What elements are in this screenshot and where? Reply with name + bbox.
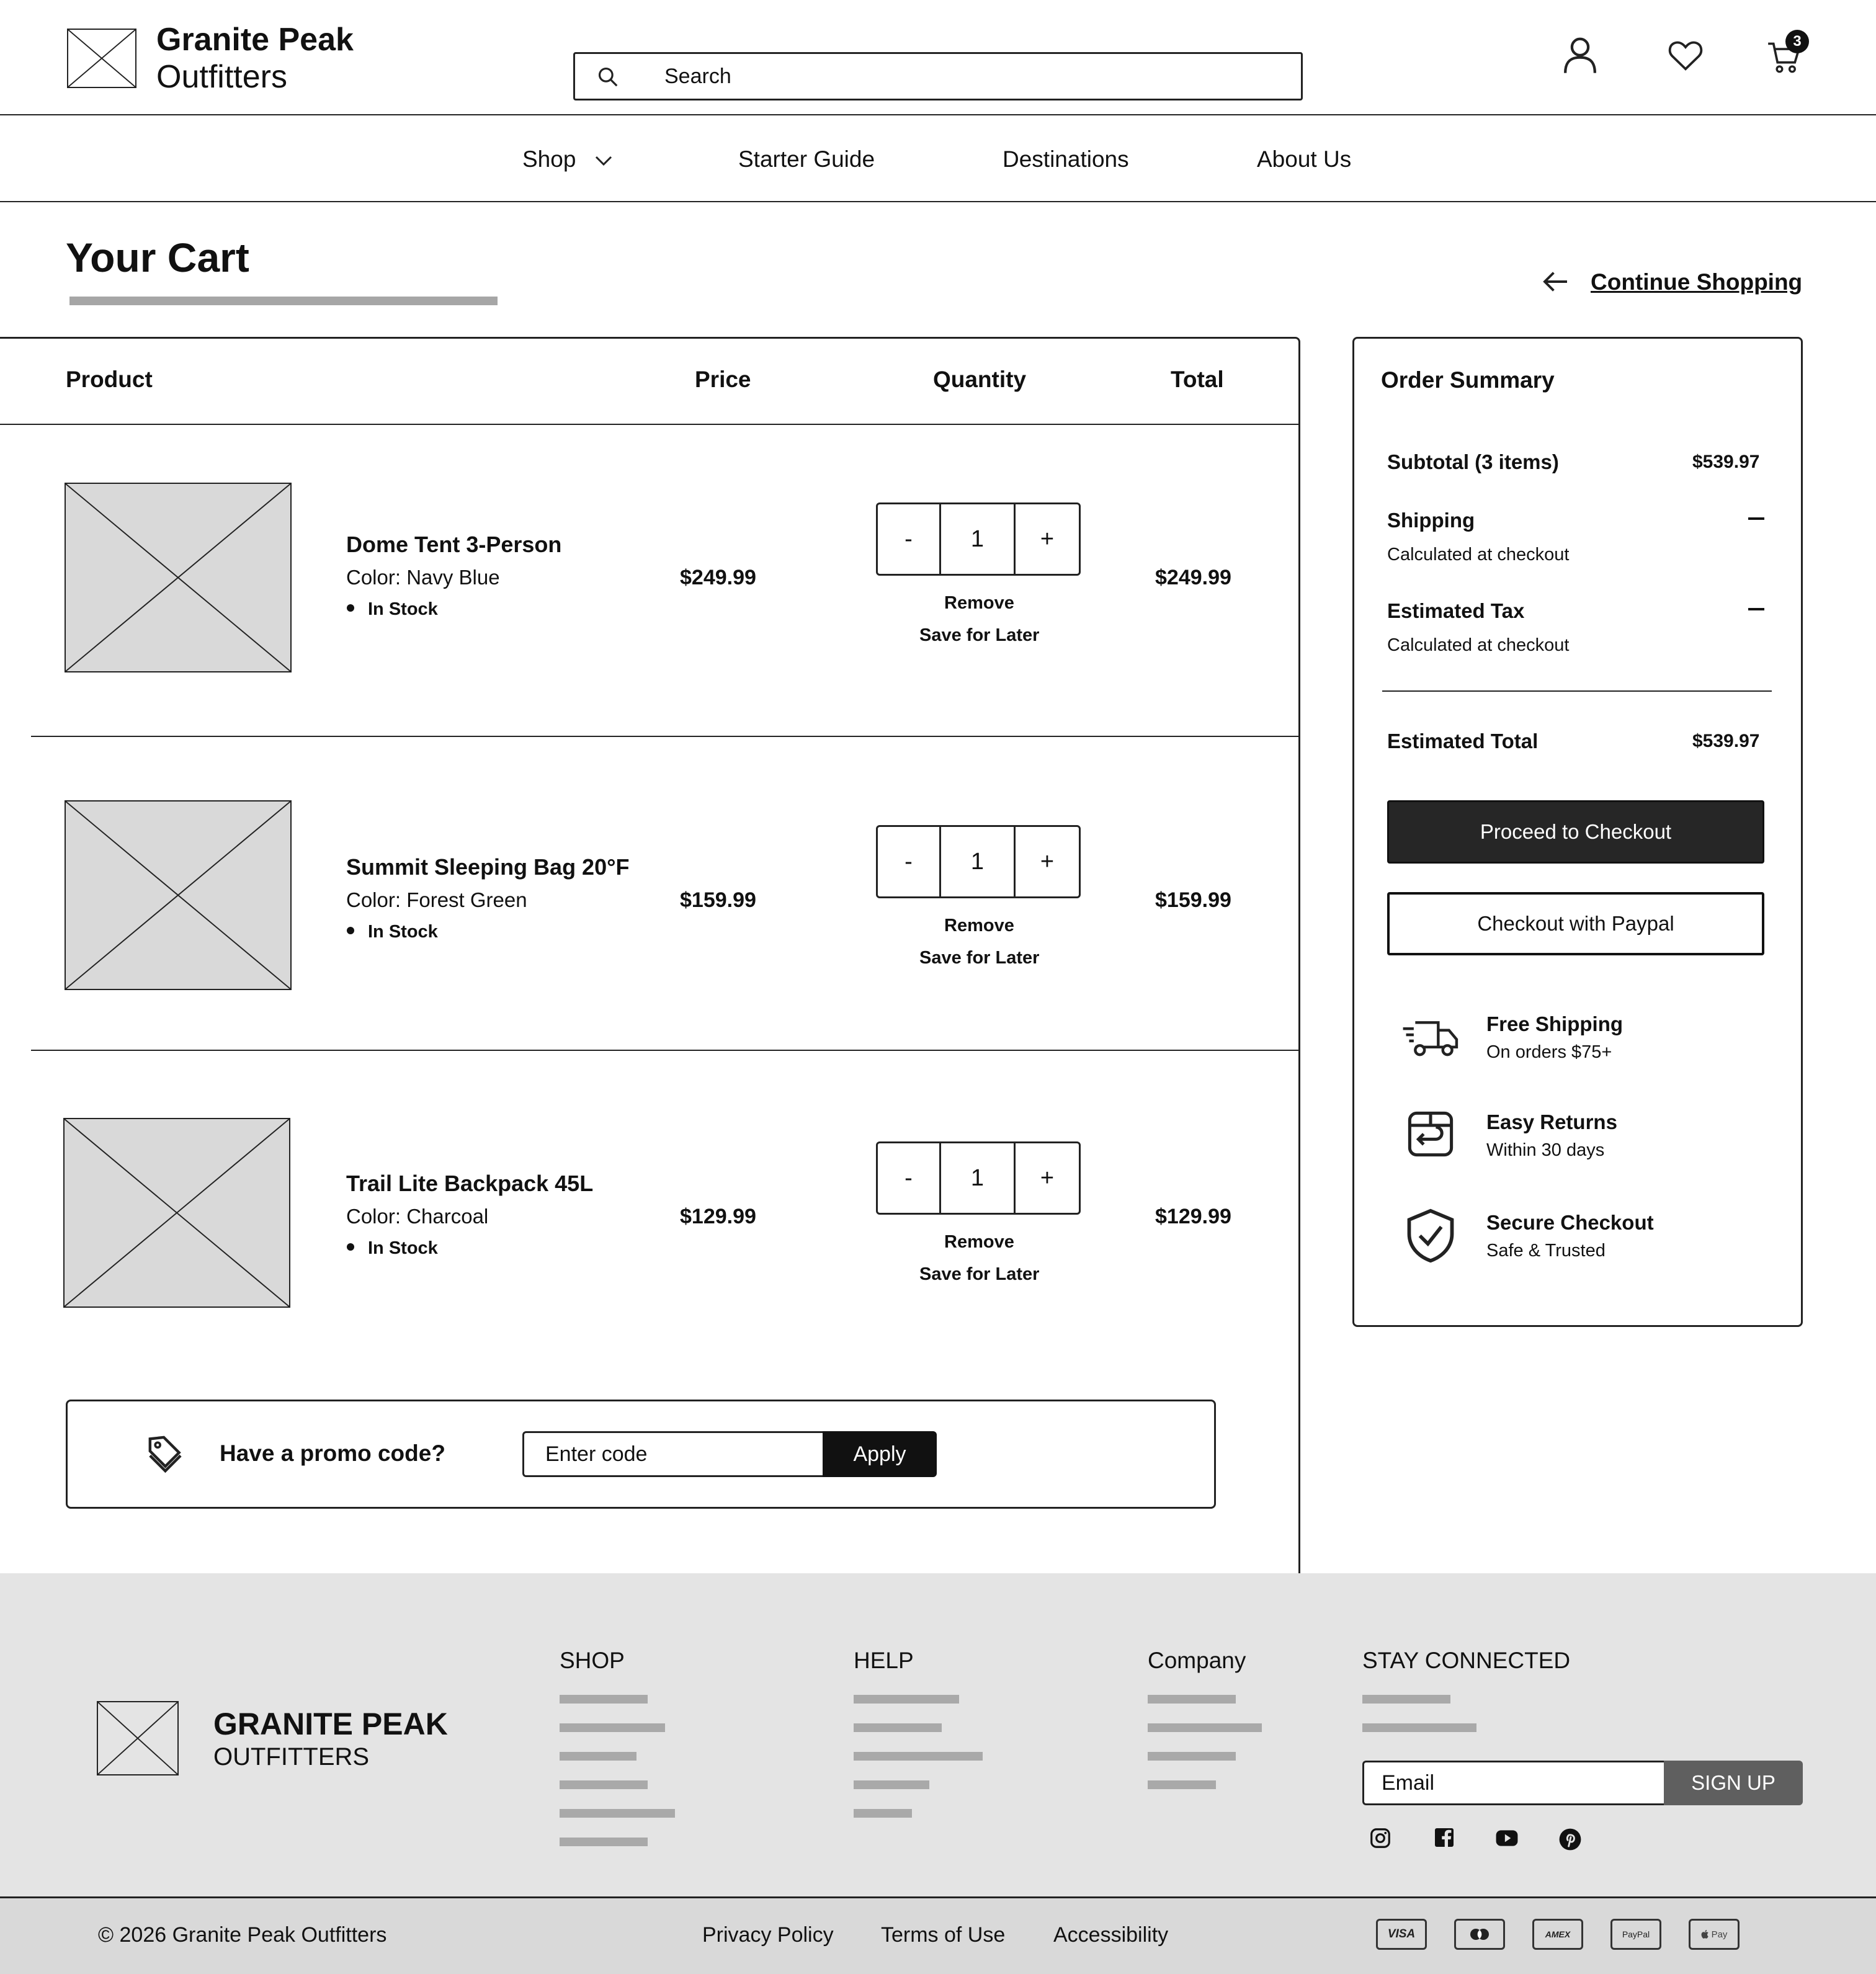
line-total: $129.99 bbox=[1155, 1205, 1231, 1228]
footer-link-placeholder[interactable] bbox=[560, 1752, 636, 1761]
pinterest-icon[interactable] bbox=[1558, 1828, 1582, 1851]
product-name[interactable]: Trail Lite Backpack 45L bbox=[346, 1171, 594, 1196]
unit-price: $159.99 bbox=[680, 888, 756, 912]
account-icon[interactable] bbox=[1562, 36, 1598, 74]
apple-pay-label: Pay bbox=[1711, 1929, 1728, 1940]
truck-icon bbox=[1400, 1015, 1462, 1061]
nav-divider bbox=[0, 201, 1876, 202]
footer-logo[interactable] bbox=[97, 1701, 179, 1775]
quantity-value[interactable]: 1 bbox=[941, 827, 1016, 896]
stock-status: In Stock bbox=[368, 1238, 438, 1258]
quantity-stepper[interactable] bbox=[876, 502, 1081, 576]
promo-label: Have a promo code? bbox=[220, 1440, 445, 1466]
brand-subtitle: Outfitters bbox=[156, 59, 287, 95]
subtotal-value: $539.97 bbox=[1692, 452, 1760, 472]
search-icon bbox=[596, 65, 620, 89]
nav-destinations[interactable]: Destinations bbox=[1003, 146, 1129, 172]
page-title: Your Cart bbox=[66, 234, 249, 280]
stock-status: In Stock bbox=[368, 599, 438, 619]
tag-icon bbox=[145, 1434, 182, 1474]
save-for-later-link[interactable]: Save for Later bbox=[919, 1264, 1040, 1284]
chevron-down-icon[interactable] bbox=[594, 154, 613, 167]
summary-divider bbox=[1382, 690, 1772, 692]
product-color: Color: Navy Blue bbox=[346, 566, 500, 589]
youtube-icon[interactable] bbox=[1495, 1829, 1519, 1847]
promo-code-input[interactable] bbox=[522, 1431, 823, 1477]
shield-check-icon bbox=[1403, 1207, 1458, 1264]
nav-about-us[interactable]: About Us bbox=[1257, 146, 1352, 172]
footer-col-stay-connected: STAY CONNECTED bbox=[1362, 1648, 1571, 1673]
estimated-total-label: Estimated Total bbox=[1387, 730, 1539, 753]
product-image[interactable] bbox=[63, 1118, 290, 1308]
unit-price: $129.99 bbox=[680, 1205, 756, 1228]
terms-of-use-link[interactable]: Terms of Use bbox=[881, 1923, 1006, 1947]
feature-subtitle: Within 30 days bbox=[1486, 1140, 1605, 1160]
stock-dot-icon bbox=[347, 1243, 354, 1251]
feature-title: Secure Checkout bbox=[1486, 1211, 1654, 1234]
remove-link[interactable]: Remove bbox=[944, 593, 1014, 613]
line-total: $249.99 bbox=[1155, 566, 1231, 589]
continue-shopping-link[interactable]: Continue Shopping bbox=[1591, 269, 1803, 295]
stock-dot-icon bbox=[347, 927, 354, 934]
cart-count-badge bbox=[1785, 30, 1809, 53]
footer-col-company: Company bbox=[1148, 1648, 1246, 1673]
tax-label: Estimated Tax bbox=[1387, 599, 1525, 622]
product-color: Color: Forest Green bbox=[346, 888, 527, 911]
footer-link-placeholder[interactable] bbox=[1148, 1695, 1236, 1704]
footer-link-placeholder[interactable] bbox=[560, 1695, 648, 1704]
stock-status: In Stock bbox=[368, 922, 438, 942]
footer-link-placeholder[interactable] bbox=[854, 1695, 959, 1704]
quantity-decrease-button[interactable]: - bbox=[878, 504, 941, 574]
feature-title: Free Shipping bbox=[1486, 1012, 1624, 1035]
instagram-icon[interactable] bbox=[1369, 1826, 1392, 1850]
nav-shop[interactable]: Shop bbox=[522, 146, 576, 172]
line-total: $159.99 bbox=[1155, 888, 1231, 912]
row-divider bbox=[31, 736, 1300, 737]
newsletter-email-input[interactable] bbox=[1362, 1761, 1664, 1805]
quantity-stepper[interactable] bbox=[876, 825, 1081, 898]
unit-price: $249.99 bbox=[680, 566, 756, 589]
amex-label: AMEX bbox=[1545, 1929, 1571, 1939]
footer-text-placeholder bbox=[1362, 1695, 1450, 1704]
feature-subtitle: On orders $75+ bbox=[1486, 1042, 1612, 1062]
footer-col-help: HELP bbox=[854, 1648, 914, 1673]
quantity-value[interactable]: 1 bbox=[941, 1143, 1016, 1213]
amex-icon bbox=[1532, 1919, 1583, 1950]
wishlist-heart-icon[interactable] bbox=[1668, 40, 1704, 72]
footer-brand-name: GRANITE PEAK bbox=[213, 1707, 448, 1741]
paypal-icon bbox=[1610, 1919, 1661, 1950]
search-input[interactable] bbox=[664, 60, 1272, 92]
product-name[interactable]: Summit Sleeping Bag 20°F bbox=[346, 854, 630, 880]
return-box-icon bbox=[1405, 1108, 1457, 1160]
footer-link-placeholder[interactable] bbox=[560, 1838, 648, 1846]
quantity-increase-button[interactable]: + bbox=[1040, 1164, 1055, 1191]
column-header-price: Price bbox=[695, 367, 751, 392]
privacy-policy-link[interactable]: Privacy Policy bbox=[702, 1923, 834, 1947]
proceed-to-checkout-button[interactable]: Proceed to Checkout bbox=[1387, 800, 1764, 864]
order-summary-title: Order Summary bbox=[1381, 367, 1555, 393]
remove-link[interactable]: Remove bbox=[944, 916, 1014, 936]
footer-link-placeholder[interactable] bbox=[1148, 1780, 1216, 1789]
footer-link-placeholder[interactable] bbox=[560, 1809, 675, 1818]
quantity-increase-button[interactable]: + bbox=[1040, 525, 1055, 552]
quantity-value[interactable]: 1 bbox=[941, 504, 1016, 574]
footer-link-placeholder[interactable] bbox=[560, 1780, 648, 1789]
logo[interactable] bbox=[67, 29, 136, 88]
tax-note: Calculated at checkout bbox=[1387, 635, 1570, 655]
stock-dot-icon bbox=[347, 604, 354, 612]
quantity-increase-button[interactable]: + bbox=[1040, 848, 1055, 875]
title-underline bbox=[69, 297, 498, 305]
footer-link-placeholder[interactable] bbox=[560, 1723, 665, 1732]
nav-starter-guide[interactable]: Starter Guide bbox=[738, 146, 875, 172]
footer-link-placeholder[interactable] bbox=[1148, 1723, 1262, 1732]
table-header-divider bbox=[0, 424, 1300, 425]
visa-label: VISA bbox=[1387, 1927, 1416, 1941]
footer-text-placeholder bbox=[1362, 1723, 1476, 1732]
footer-link-placeholder[interactable] bbox=[1148, 1752, 1236, 1761]
footer-link-placeholder[interactable] bbox=[854, 1723, 942, 1732]
quantity-stepper[interactable] bbox=[876, 1141, 1081, 1215]
apple-pay-icon bbox=[1689, 1919, 1740, 1950]
footer-link-placeholder[interactable] bbox=[854, 1780, 929, 1789]
apply-promo-button[interactable]: Apply bbox=[823, 1431, 937, 1477]
shipping-label: Shipping bbox=[1387, 509, 1475, 532]
feature-subtitle: Safe & Trusted bbox=[1486, 1241, 1606, 1261]
subtotal-label: Subtotal (3 items) bbox=[1387, 450, 1559, 473]
product-image[interactable] bbox=[65, 483, 292, 672]
estimated-total-value: $539.97 bbox=[1692, 731, 1760, 751]
dash-icon bbox=[1748, 608, 1764, 610]
product-color: Color: Charcoal bbox=[346, 1205, 489, 1228]
search-bar[interactable] bbox=[573, 52, 1303, 100]
quantity-decrease-button[interactable]: - bbox=[878, 827, 941, 896]
accessibility-link[interactable]: Accessibility bbox=[1053, 1923, 1169, 1947]
paypal-label: PayPal bbox=[1622, 1929, 1650, 1939]
product-image[interactable] bbox=[65, 800, 292, 990]
footer-brand-subtitle: OUTFITTERS bbox=[213, 1743, 370, 1771]
visa-icon bbox=[1376, 1919, 1427, 1950]
header-divider bbox=[0, 114, 1876, 115]
row-divider bbox=[31, 1050, 1300, 1051]
product-name[interactable]: Dome Tent 3-Person bbox=[346, 532, 562, 557]
copyright-text: © 2026 Granite Peak Outfitters bbox=[98, 1923, 387, 1947]
column-header-quantity: Quantity bbox=[933, 367, 1027, 392]
footer-col-shop: SHOP bbox=[560, 1648, 625, 1673]
column-header-total: Total bbox=[1171, 367, 1224, 392]
cart-count: 3 bbox=[1793, 33, 1802, 50]
remove-link[interactable]: Remove bbox=[944, 1232, 1014, 1252]
dash-icon bbox=[1748, 517, 1764, 520]
arrow-left-icon[interactable] bbox=[1542, 270, 1570, 293]
save-for-later-link[interactable]: Save for Later bbox=[919, 625, 1040, 645]
footer-link-placeholder[interactable] bbox=[854, 1752, 983, 1761]
feature-title: Easy Returns bbox=[1486, 1110, 1617, 1133]
mastercard-icon bbox=[1454, 1919, 1505, 1950]
save-for-later-link[interactable]: Save for Later bbox=[919, 948, 1040, 968]
column-header-product: Product bbox=[66, 367, 153, 392]
brand-name: Granite Peak bbox=[156, 22, 354, 58]
shipping-note: Calculated at checkout bbox=[1387, 545, 1570, 565]
checkout-with-paypal-button[interactable]: Checkout with Paypal bbox=[1387, 892, 1764, 955]
footer-link-placeholder[interactable] bbox=[854, 1809, 912, 1818]
facebook-icon[interactable] bbox=[1433, 1826, 1455, 1849]
signup-button[interactable]: SIGN UP bbox=[1664, 1761, 1803, 1805]
quantity-decrease-button[interactable]: - bbox=[878, 1143, 941, 1213]
